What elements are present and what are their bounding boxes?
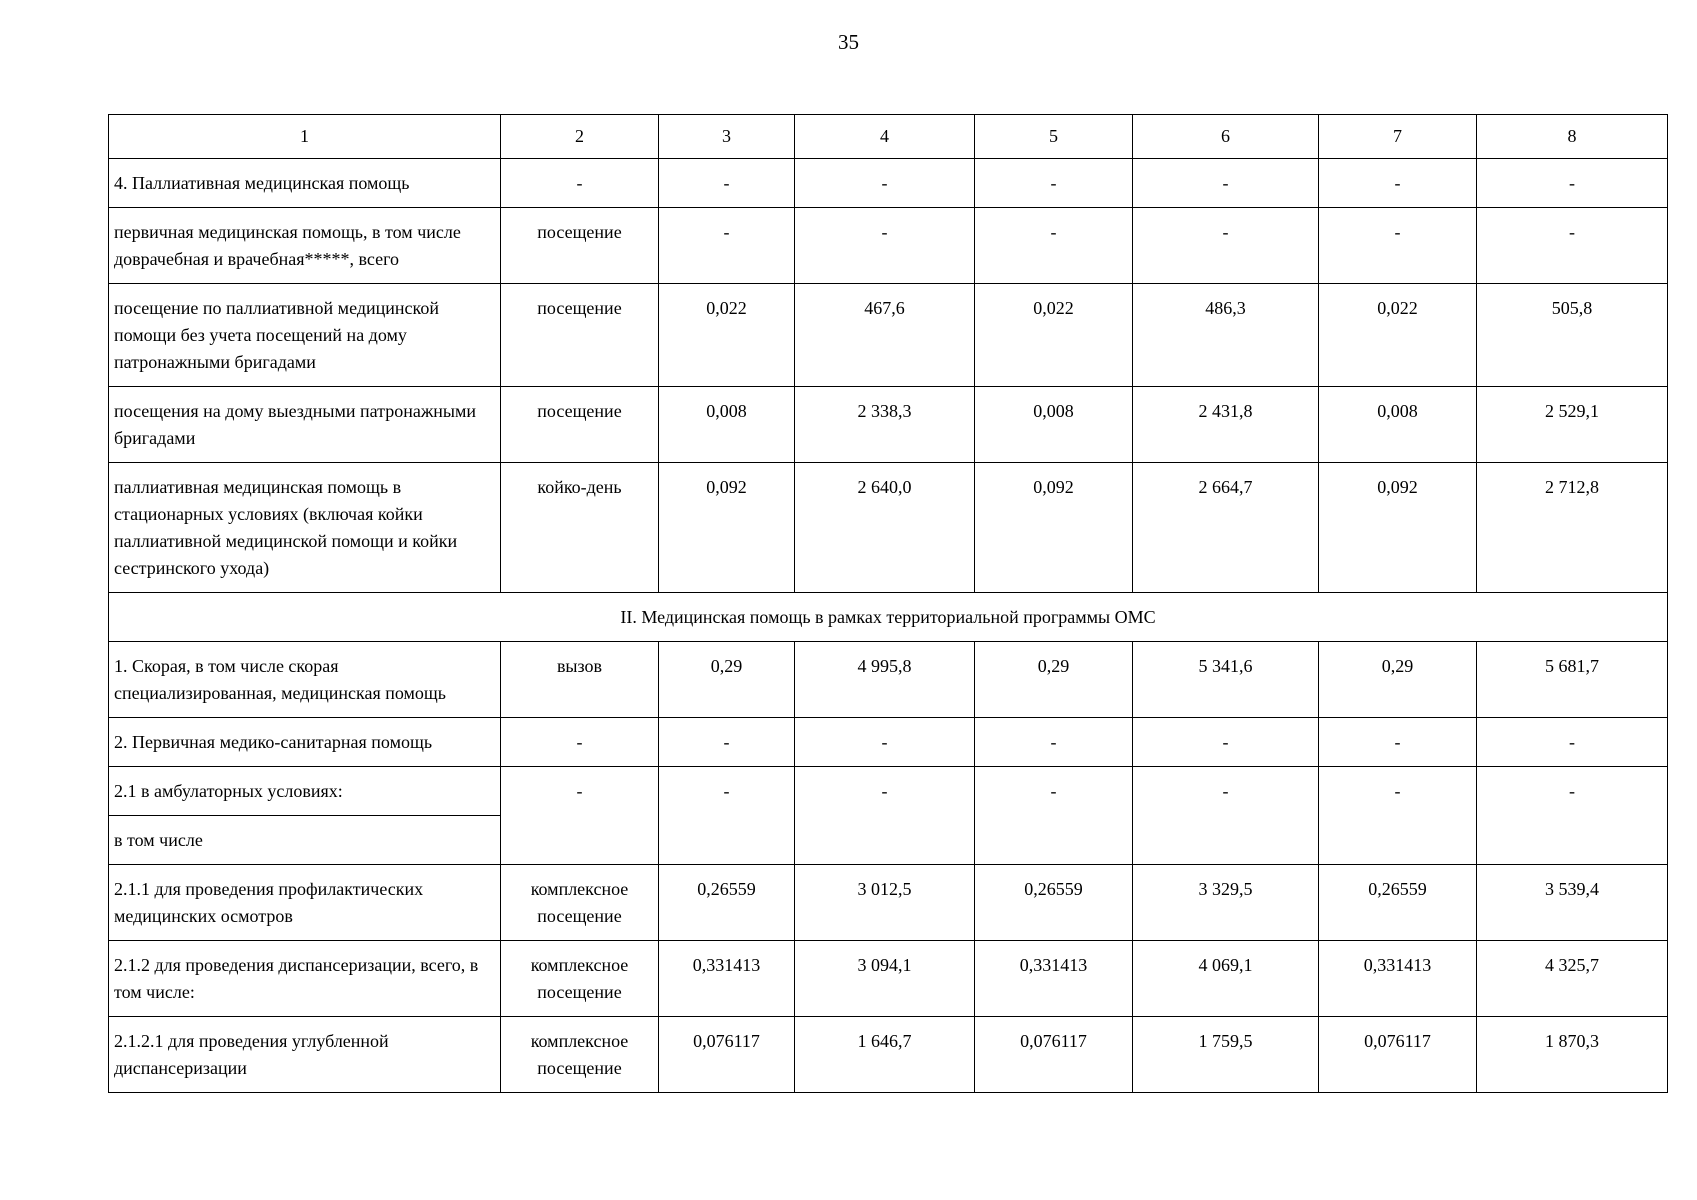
table-row — [109, 767, 1668, 816]
cell-col3: - — [659, 718, 795, 767]
cell-col5: 0,092 — [975, 463, 1133, 593]
cell-col5: - — [975, 208, 1133, 284]
column-header: 3 — [659, 115, 795, 159]
cell-col5: 0,29 — [975, 642, 1133, 718]
row-name: первичная медицинская помощь, в том числе доврачебная и врачебная*****, всего — [109, 208, 501, 284]
column-header: 2 — [501, 115, 659, 159]
cell-col5: 0,008 — [975, 387, 1133, 463]
cell-col6: 2 431,8 — [1133, 387, 1319, 463]
table-header-row — [109, 115, 1668, 159]
cell-col7: 0,076117 — [1319, 1017, 1477, 1093]
row-unit: комплексное посещение — [501, 865, 659, 941]
cell-col5: 0,022 — [975, 284, 1133, 387]
cell-col7: 0,29 — [1319, 642, 1477, 718]
row-name: посещение по паллиативной медицинской помощи без учета посещений на дому патронажными бригадами — [109, 284, 501, 387]
table-body — [109, 115, 1668, 1093]
cell-col8: 505,8 — [1477, 284, 1668, 387]
cell-col5: 0,26559 — [975, 865, 1133, 941]
cell-col7: - — [1319, 767, 1477, 865]
row-name: 2.1.2 для проведения диспансеризации, всего, в том числе: — [109, 941, 501, 1017]
column-header: 7 — [1319, 115, 1477, 159]
cell-col8: - — [1477, 208, 1668, 284]
row-name: паллиативная медицинская помощь в стационарных условиях (включая койки паллиативной медицинской помощи и койки сестринского ухода) — [109, 463, 501, 593]
row-unit: комплексное посещение — [501, 941, 659, 1017]
cell-col6: 4 069,1 — [1133, 941, 1319, 1017]
cell-col7: 0,26559 — [1319, 865, 1477, 941]
row-name: посещения на дому выездными патронажными бригадами — [109, 387, 501, 463]
table-row — [109, 387, 1668, 463]
cell-col5: 0,331413 — [975, 941, 1133, 1017]
cell-col4: 2 640,0 — [795, 463, 975, 593]
section-row — [109, 593, 1668, 642]
cell-col3: 0,092 — [659, 463, 795, 593]
cell-col3: - — [659, 767, 795, 865]
row-unit: посещение — [501, 387, 659, 463]
row-name: 4. Паллиативная медицинская помощь — [109, 159, 501, 208]
table-row — [109, 642, 1668, 718]
cell-col6: - — [1133, 208, 1319, 284]
cell-col3: - — [659, 159, 795, 208]
row-name: 2.1.1 для проведения профилактических медицинских осмотров — [109, 865, 501, 941]
cell-col4: 4 995,8 — [795, 642, 975, 718]
cell-col6: 3 329,5 — [1133, 865, 1319, 941]
cell-col5: - — [975, 159, 1133, 208]
cell-col4: - — [795, 718, 975, 767]
cell-col6: 486,3 — [1133, 284, 1319, 387]
cell-col5: 0,076117 — [975, 1017, 1133, 1093]
cell-col8: 2 712,8 — [1477, 463, 1668, 593]
data-table — [108, 114, 1668, 1093]
row-name: 2.1 в амбулаторных условиях: — [109, 767, 501, 816]
table-row — [109, 718, 1668, 767]
cell-col3: - — [659, 208, 795, 284]
cell-col6: - — [1133, 159, 1319, 208]
cell-col8: 4 325,7 — [1477, 941, 1668, 1017]
cell-col4: 3 012,5 — [795, 865, 975, 941]
cell-col7: - — [1319, 159, 1477, 208]
table-row — [109, 941, 1668, 1017]
cell-col4: - — [795, 767, 975, 865]
cell-col4: 2 338,3 — [795, 387, 975, 463]
cell-col7: 0,022 — [1319, 284, 1477, 387]
cell-col8: - — [1477, 159, 1668, 208]
cell-col6: 1 759,5 — [1133, 1017, 1319, 1093]
cell-col8: 5 681,7 — [1477, 642, 1668, 718]
column-header: 4 — [795, 115, 975, 159]
section-title: II. Медицинская помощь в рамках территориальной программы ОМС — [109, 593, 1668, 642]
cell-col4: - — [795, 159, 975, 208]
cell-col7: 0,331413 — [1319, 941, 1477, 1017]
table-row — [109, 1017, 1668, 1093]
cell-col3: 0,331413 — [659, 941, 795, 1017]
table-row — [109, 159, 1668, 208]
table-row — [109, 463, 1668, 593]
row-name: в том числе — [109, 816, 501, 865]
table-row — [109, 865, 1668, 941]
row-unit: посещение — [501, 284, 659, 387]
row-name: 2. Первичная медико-санитарная помощь — [109, 718, 501, 767]
column-header: 5 — [975, 115, 1133, 159]
row-name: 1. Скорая, в том числе скорая специализированная, медицинская помощь — [109, 642, 501, 718]
cell-col6: - — [1133, 718, 1319, 767]
cell-col8: - — [1477, 767, 1668, 865]
cell-col5: - — [975, 767, 1133, 865]
cell-col4: 3 094,1 — [795, 941, 975, 1017]
cell-col8: 3 539,4 — [1477, 865, 1668, 941]
column-header: 8 — [1477, 115, 1668, 159]
row-unit: вызов — [501, 642, 659, 718]
row-name: 2.1.2.1 для проведения углубленной диспансеризации — [109, 1017, 501, 1093]
cell-col3: 0,26559 — [659, 865, 795, 941]
cell-col8: - — [1477, 718, 1668, 767]
cell-col7: - — [1319, 718, 1477, 767]
row-unit: - — [501, 767, 659, 865]
column-header: 1 — [109, 115, 501, 159]
cell-col6: 2 664,7 — [1133, 463, 1319, 593]
cell-col3: 0,008 — [659, 387, 795, 463]
cell-col4: 1 646,7 — [795, 1017, 975, 1093]
table-row — [109, 284, 1668, 387]
cell-col4: 467,6 — [795, 284, 975, 387]
page-number: 35 — [838, 30, 859, 54]
row-unit: посещение — [501, 208, 659, 284]
cell-col7: 0,092 — [1319, 463, 1477, 593]
cell-col6: - — [1133, 767, 1319, 865]
row-unit: койко-день — [501, 463, 659, 593]
row-unit: - — [501, 159, 659, 208]
cell-col4: - — [795, 208, 975, 284]
row-unit: комплексное посещение — [501, 1017, 659, 1093]
cell-col6: 5 341,6 — [1133, 642, 1319, 718]
cell-col8: 2 529,1 — [1477, 387, 1668, 463]
cell-col3: 0,29 — [659, 642, 795, 718]
cell-col3: 0,022 — [659, 284, 795, 387]
cell-col7: 0,008 — [1319, 387, 1477, 463]
cell-col3: 0,076117 — [659, 1017, 795, 1093]
cell-col5: - — [975, 718, 1133, 767]
cell-col8: 1 870,3 — [1477, 1017, 1668, 1093]
row-unit: - — [501, 718, 659, 767]
table-row — [109, 208, 1668, 284]
column-header: 6 — [1133, 115, 1319, 159]
cell-col7: - — [1319, 208, 1477, 284]
